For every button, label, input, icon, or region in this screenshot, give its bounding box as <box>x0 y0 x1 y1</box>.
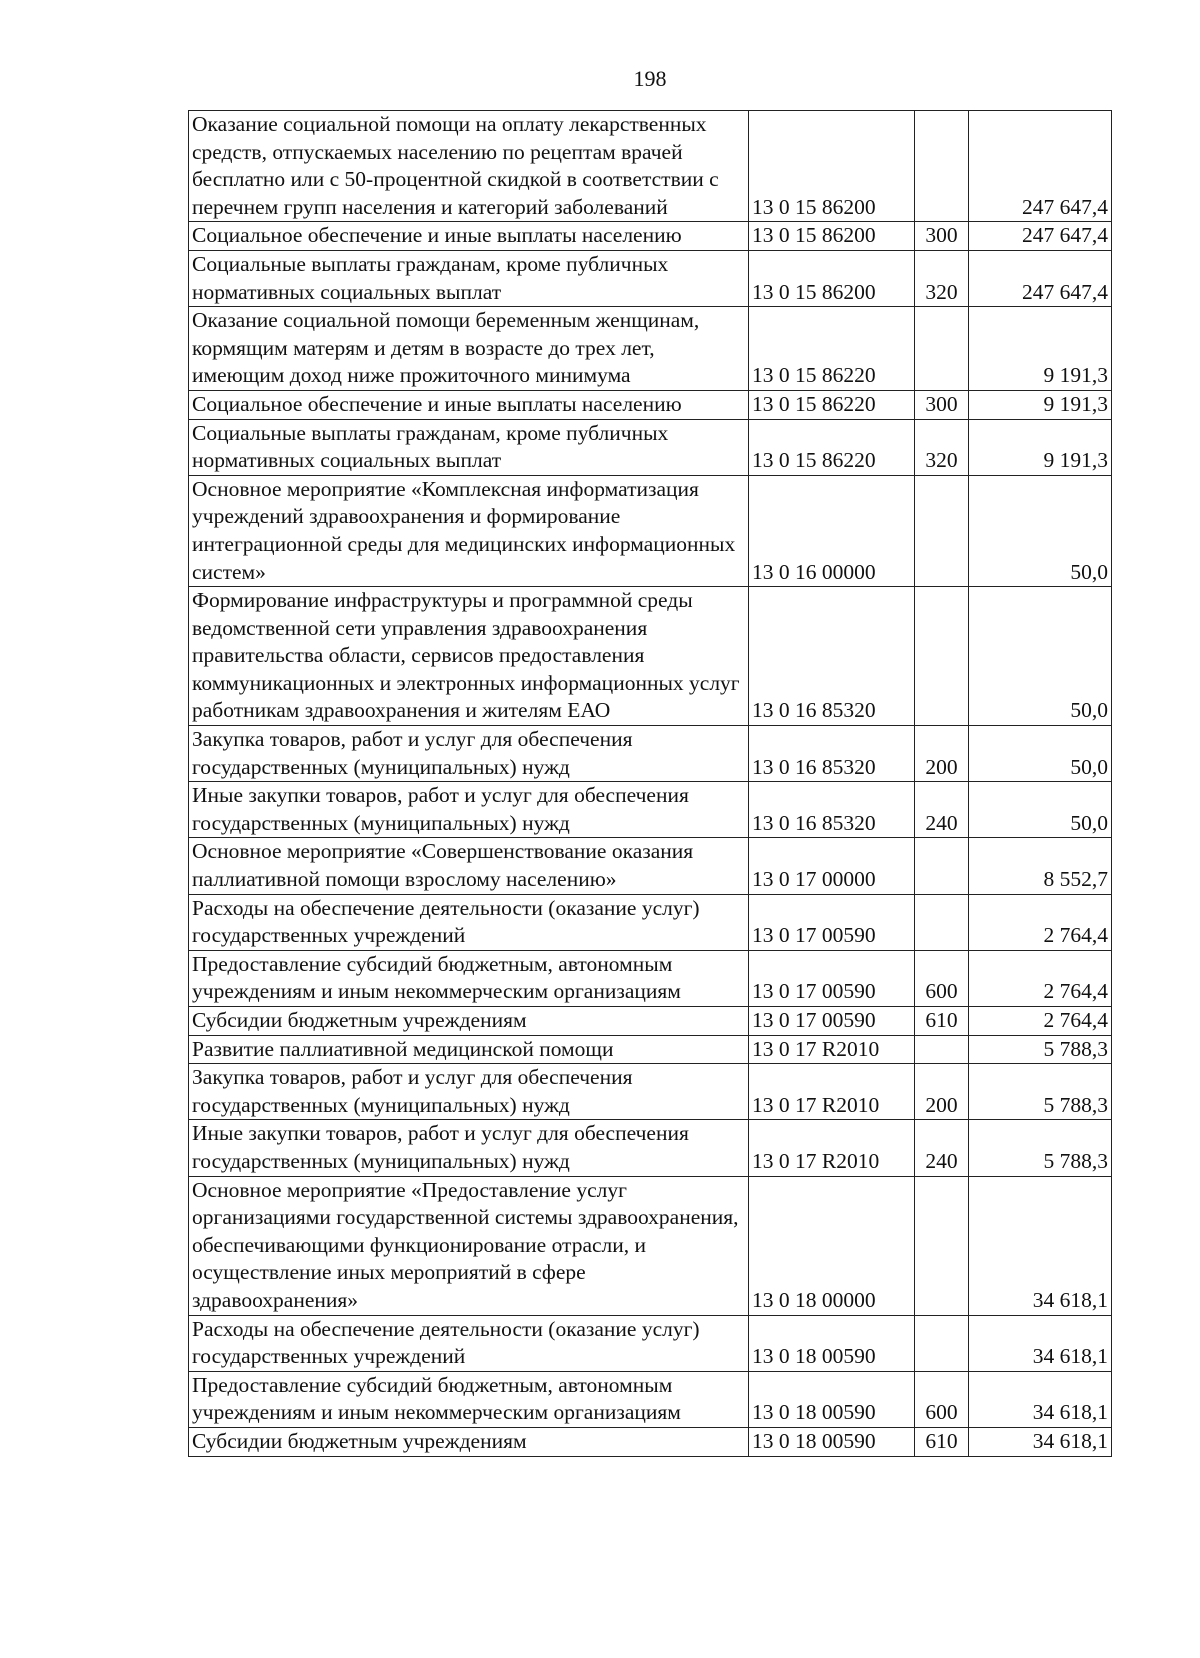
row-description: Иные закупки товаров, работ и услуг для обеспечения государственных (муниципальных) нужд <box>189 782 749 838</box>
budget-table <box>188 110 1112 1457</box>
row-target-code: 13 0 18 00590 <box>749 1371 915 1427</box>
row-description: Расходы на обеспечение деятельности (оказание услуг) государственных учреждений <box>189 1315 749 1371</box>
table-row <box>189 1120 1112 1176</box>
row-target-code: 13 0 17 00590 <box>749 894 915 950</box>
row-description: Социальные выплаты гражданам, кроме публичных нормативных социальных выплат <box>189 250 749 306</box>
row-description: Предоставление субсидий бюджетным, автономным учреждениям и иным некоммерческим организациям <box>189 950 749 1006</box>
row-expense-type: 240 <box>915 782 969 838</box>
row-expense-type <box>915 307 969 391</box>
table-row <box>189 726 1112 782</box>
row-target-code: 13 0 17 R2010 <box>749 1064 915 1120</box>
row-amount: 34 618,1 <box>969 1427 1112 1456</box>
row-expense-type: 610 <box>915 1007 969 1036</box>
row-target-code: 13 0 16 85320 <box>749 726 915 782</box>
row-amount: 2 764,4 <box>969 950 1112 1006</box>
row-amount: 50,0 <box>969 475 1112 586</box>
table-row <box>189 1427 1112 1456</box>
row-expense-type: 300 <box>915 390 969 419</box>
table-row <box>189 222 1112 251</box>
row-expense-type: 320 <box>915 250 969 306</box>
row-amount: 2 764,4 <box>969 894 1112 950</box>
row-amount: 5 788,3 <box>969 1064 1112 1120</box>
row-expense-type <box>915 111 969 222</box>
row-amount: 2 764,4 <box>969 1007 1112 1036</box>
row-amount: 50,0 <box>969 726 1112 782</box>
table-row <box>189 111 1112 222</box>
row-expense-type <box>915 1315 969 1371</box>
table-row <box>189 307 1112 391</box>
row-description: Закупка товаров, работ и услуг для обеспечения государственных (муниципальных) нужд <box>189 726 749 782</box>
row-target-code: 13 0 15 86220 <box>749 390 915 419</box>
row-target-code: 13 0 18 00000 <box>749 1176 915 1315</box>
row-target-code: 13 0 16 00000 <box>749 475 915 586</box>
row-target-code: 13 0 17 00590 <box>749 1007 915 1036</box>
row-target-code: 13 0 16 85320 <box>749 587 915 726</box>
row-description: Оказание социальной помощи беременным женщинам, кормящим матерям и детям в возрасте до трех лет, имеющим доход ниже прожиточного минимума <box>189 307 749 391</box>
row-description: Формирование инфраструктуры и программной среды ведомственной сети управления здравоохранения правительства области, сервисов предоставления коммуникационных и электронных информационных услуг работникам здравоохранения и жителям ЕАО <box>189 587 749 726</box>
table-row <box>189 1315 1112 1371</box>
row-description: Основное мероприятие «Предоставление услуг организациями государственной системы здравоохранения, обеспечивающими функционирование отрасли, и осуществление иных мероприятий в сфере здравоохранения» <box>189 1176 749 1315</box>
table-row <box>189 894 1112 950</box>
row-description: Иные закупки товаров, работ и услуг для обеспечения государственных (муниципальных) нужд <box>189 1120 749 1176</box>
table-row <box>189 587 1112 726</box>
table-row <box>189 1035 1112 1064</box>
row-description: Социальное обеспечение и иные выплаты населению <box>189 222 749 251</box>
row-expense-type: 240 <box>915 1120 969 1176</box>
row-amount: 34 618,1 <box>969 1315 1112 1371</box>
row-description: Развитие паллиативной медицинской помощи <box>189 1035 749 1064</box>
row-target-code: 13 0 17 R2010 <box>749 1120 915 1176</box>
row-amount: 5 788,3 <box>969 1035 1112 1064</box>
row-description: Предоставление субсидий бюджетным, автономным учреждениям и иным некоммерческим организациям <box>189 1371 749 1427</box>
row-expense-type: 200 <box>915 726 969 782</box>
page-number: 198 <box>633 66 667 91</box>
row-amount: 50,0 <box>969 782 1112 838</box>
table-row <box>189 475 1112 586</box>
row-expense-type <box>915 894 969 950</box>
row-expense-type <box>915 587 969 726</box>
row-target-code: 13 0 17 R2010 <box>749 1035 915 1064</box>
row-amount: 5 788,3 <box>969 1120 1112 1176</box>
row-description: Субсидии бюджетным учреждениям <box>189 1007 749 1036</box>
row-target-code: 13 0 16 85320 <box>749 782 915 838</box>
row-expense-type <box>915 475 969 586</box>
row-target-code: 13 0 15 86200 <box>749 111 915 222</box>
row-expense-type: 600 <box>915 1371 969 1427</box>
row-amount: 9 191,3 <box>969 419 1112 475</box>
row-expense-type: 610 <box>915 1427 969 1456</box>
row-expense-type <box>915 838 969 894</box>
row-target-code: 13 0 15 86200 <box>749 222 915 251</box>
table-row <box>189 390 1112 419</box>
row-description: Оказание социальной помощи на оплату лекарственных средств, отпускаемых населению по рецептам врачей бесплатно или с 50-процентной скидкой в соответствии с перечнем групп населения и категорий заболеваний <box>189 111 749 222</box>
table-row <box>189 1064 1112 1120</box>
table-row <box>189 250 1112 306</box>
row-amount: 247 647,4 <box>969 222 1112 251</box>
table-row <box>189 1371 1112 1427</box>
row-amount: 34 618,1 <box>969 1176 1112 1315</box>
row-amount: 247 647,4 <box>969 111 1112 222</box>
row-description: Закупка товаров, работ и услуг для обеспечения государственных (муниципальных) нужд <box>189 1064 749 1120</box>
table-row <box>189 1007 1112 1036</box>
table-row <box>189 419 1112 475</box>
row-amount: 8 552,7 <box>969 838 1112 894</box>
table-row <box>189 1176 1112 1315</box>
row-expense-type: 600 <box>915 950 969 1006</box>
row-amount: 9 191,3 <box>969 390 1112 419</box>
row-description: Основное мероприятие «Совершенствование оказания паллиативной помощи взрослому населению» <box>189 838 749 894</box>
row-description: Расходы на обеспечение деятельности (оказание услуг) государственных учреждений <box>189 894 749 950</box>
row-target-code: 13 0 15 86220 <box>749 307 915 391</box>
row-expense-type: 300 <box>915 222 969 251</box>
row-description: Социальное обеспечение и иные выплаты населению <box>189 390 749 419</box>
row-target-code: 13 0 15 86200 <box>749 250 915 306</box>
row-expense-type: 200 <box>915 1064 969 1120</box>
row-amount: 50,0 <box>969 587 1112 726</box>
table-row <box>189 782 1112 838</box>
row-expense-type <box>915 1176 969 1315</box>
row-amount: 9 191,3 <box>969 307 1112 391</box>
table-row <box>189 838 1112 894</box>
row-target-code: 13 0 18 00590 <box>749 1427 915 1456</box>
row-target-code: 13 0 17 00590 <box>749 950 915 1006</box>
row-description: Основное мероприятие «Комплексная информатизация учреждений здравоохранения и формирование интеграционной среды для медицинских информационных систем» <box>189 475 749 586</box>
row-expense-type: 320 <box>915 419 969 475</box>
row-target-code: 13 0 18 00590 <box>749 1315 915 1371</box>
row-description: Социальные выплаты гражданам, кроме публичных нормативных социальных выплат <box>189 419 749 475</box>
row-description: Субсидии бюджетным учреждениям <box>189 1427 749 1456</box>
row-target-code: 13 0 15 86220 <box>749 419 915 475</box>
row-amount: 247 647,4 <box>969 250 1112 306</box>
row-expense-type <box>915 1035 969 1064</box>
row-amount: 34 618,1 <box>969 1371 1112 1427</box>
table-row <box>189 950 1112 1006</box>
row-target-code: 13 0 17 00000 <box>749 838 915 894</box>
